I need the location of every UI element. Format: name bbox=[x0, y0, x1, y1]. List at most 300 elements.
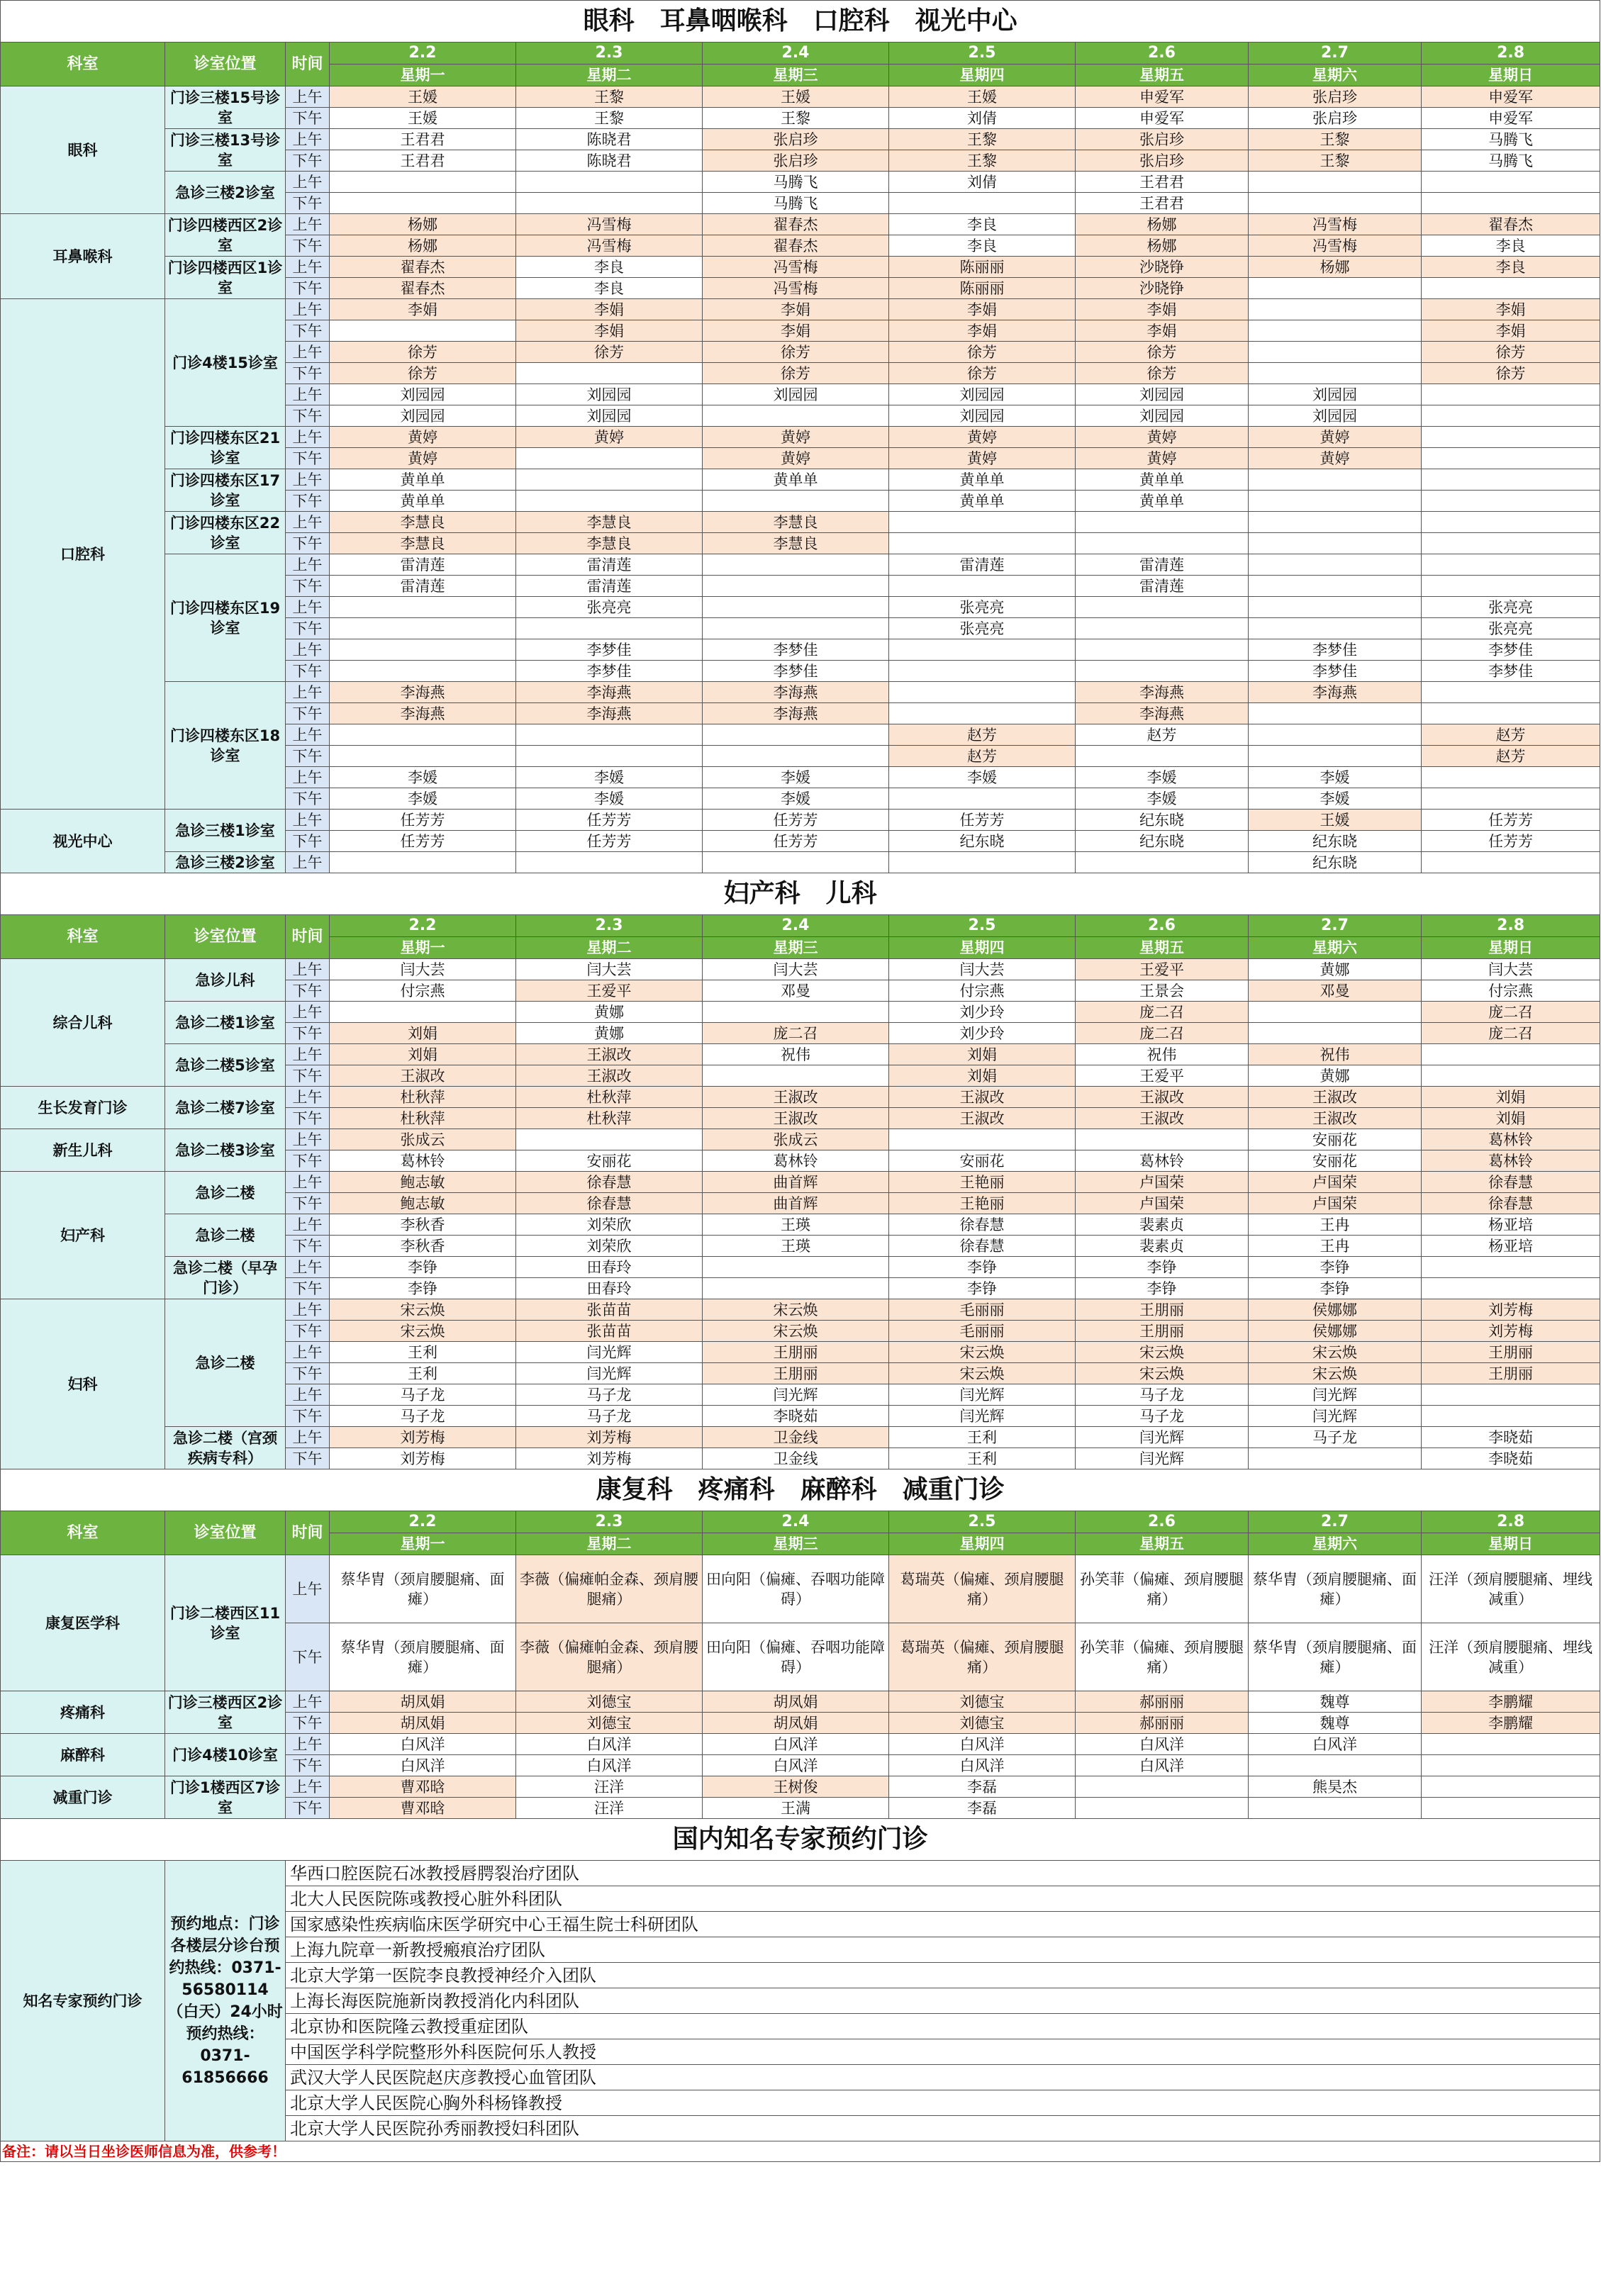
doctor-cell: 王媛 bbox=[703, 86, 889, 108]
doctor-cell: 纪东晓 bbox=[1076, 810, 1249, 831]
doctor-cell: 曲首辉 bbox=[703, 1193, 889, 1214]
doctor-cell: 张启珍 bbox=[1249, 108, 1422, 129]
doctor-cell: 赵芳 bbox=[1422, 724, 1600, 746]
doctor-cell: 李铮 bbox=[1249, 1278, 1422, 1299]
doctor-cell: 闫光辉 bbox=[1249, 1384, 1422, 1406]
time-slot: 上午 bbox=[286, 1384, 330, 1406]
doctor-cell: 田春玲 bbox=[516, 1278, 703, 1299]
expert-team: 北京大学第一医院李良教授神经介入团队 bbox=[286, 1963, 1600, 1988]
time-slot: 下午 bbox=[286, 980, 330, 1002]
room-label: 门诊四楼东区19诊室 bbox=[165, 554, 286, 682]
doctor-cell: 刘园园 bbox=[330, 384, 516, 405]
expert-dept-label: 知名专家预约门诊 bbox=[1, 1861, 165, 2141]
doctor-cell: 魏尊 bbox=[1249, 1713, 1422, 1734]
doctor-cell: 杨亚培 bbox=[1422, 1214, 1600, 1236]
doctor-cell: 纪东晓 bbox=[1249, 831, 1422, 852]
doctor-cell: 任芳芳 bbox=[703, 810, 889, 831]
doctor-cell bbox=[330, 1002, 516, 1023]
doctor-cell bbox=[1076, 852, 1249, 873]
room-label: 门诊4楼10诊室 bbox=[165, 1734, 286, 1776]
header-date: 2.7 bbox=[1249, 915, 1422, 937]
doctor-cell: 白风洋 bbox=[516, 1734, 703, 1755]
doctor-cell: 蔡华胄（颈肩腰腿痛、面瘫） bbox=[1249, 1555, 1422, 1623]
doctor-cell bbox=[1076, 661, 1249, 682]
doctor-cell: 白风洋 bbox=[889, 1755, 1076, 1776]
doctor-cell: 李娟 bbox=[889, 320, 1076, 342]
doctor-cell: 庞二召 bbox=[1422, 1002, 1600, 1023]
doctor-cell: 申爱军 bbox=[1422, 86, 1600, 108]
doctor-cell: 白风洋 bbox=[703, 1734, 889, 1755]
doctor-cell: 杜秋萍 bbox=[516, 1087, 703, 1108]
doctor-cell: 毛丽丽 bbox=[889, 1299, 1076, 1321]
doctor-cell bbox=[889, 512, 1076, 533]
doctor-cell bbox=[516, 746, 703, 767]
doctor-cell bbox=[1249, 469, 1422, 491]
doctor-cell: 翟春杰 bbox=[703, 214, 889, 235]
doctor-cell: 王媛 bbox=[889, 86, 1076, 108]
doctor-cell bbox=[1249, 724, 1422, 746]
doctor-cell: 刘德宝 bbox=[889, 1713, 1076, 1734]
doctor-cell: 李娟 bbox=[889, 299, 1076, 320]
doctor-cell: 徐春慧 bbox=[1422, 1172, 1600, 1193]
doctor-cell: 蔡华胄（颈肩腰腿痛、面瘫） bbox=[330, 1555, 516, 1623]
doctor-cell: 马子龙 bbox=[330, 1406, 516, 1427]
doctor-cell bbox=[516, 852, 703, 873]
doctor-cell: 黄单单 bbox=[889, 469, 1076, 491]
time-slot: 下午 bbox=[286, 533, 330, 554]
doctor-cell: 白风洋 bbox=[889, 1734, 1076, 1755]
doctor-cell: 宋云焕 bbox=[889, 1342, 1076, 1363]
doctor-cell: 王朋丽 bbox=[1076, 1299, 1249, 1321]
expert-team: 北京大学人民医院孙秀丽教授妇科团队 bbox=[286, 2116, 1600, 2141]
doctor-cell bbox=[1249, 1755, 1422, 1776]
doctor-cell: 刘园园 bbox=[516, 405, 703, 427]
doctor-cell bbox=[330, 172, 516, 193]
time-slot: 上午 bbox=[286, 639, 330, 661]
doctor-cell: 李磊 bbox=[889, 1798, 1076, 1819]
doctor-cell: 胡凤娟 bbox=[330, 1713, 516, 1734]
time-slot: 下午 bbox=[286, 150, 330, 172]
doctor-cell bbox=[703, 1257, 889, 1278]
doctor-cell: 庞二召 bbox=[703, 1023, 889, 1044]
doctor-cell: 申爱军 bbox=[1076, 86, 1249, 108]
doctor-cell: 闫光辉 bbox=[1076, 1448, 1249, 1469]
doctor-cell: 黄婷 bbox=[516, 427, 703, 448]
doctor-cell bbox=[1422, 703, 1600, 724]
doctor-cell: 裴素贞 bbox=[1076, 1214, 1249, 1236]
room-label: 门诊四楼东区22诊室 bbox=[165, 512, 286, 554]
doctor-cell: 赵芳 bbox=[1076, 724, 1249, 746]
doctor-cell bbox=[1076, 1129, 1249, 1150]
doctor-cell: 王媛 bbox=[1249, 810, 1422, 831]
doctor-cell: 闫光辉 bbox=[1076, 1427, 1249, 1448]
doctor-cell: 魏尊 bbox=[1249, 1691, 1422, 1713]
doctor-cell: 李晓茹 bbox=[703, 1406, 889, 1427]
doctor-cell: 王利 bbox=[889, 1448, 1076, 1469]
doctor-cell: 卢国荣 bbox=[1249, 1193, 1422, 1214]
doctor-cell: 刘园园 bbox=[1076, 384, 1249, 405]
doctor-cell: 任芳芳 bbox=[1422, 831, 1600, 852]
header-date: 2.6 bbox=[1076, 915, 1249, 937]
doctor-cell: 李良 bbox=[1422, 235, 1600, 257]
doctor-cell bbox=[889, 533, 1076, 554]
doctor-cell: 李慧良 bbox=[330, 533, 516, 554]
doctor-cell: 白风洋 bbox=[1076, 1755, 1249, 1776]
header-date: 2.4 bbox=[703, 1511, 889, 1533]
doctor-cell: 张苗苗 bbox=[516, 1321, 703, 1342]
doctor-cell: 王艳丽 bbox=[889, 1193, 1076, 1214]
header-time: 时间 bbox=[286, 43, 330, 86]
doctor-cell: 王黎 bbox=[516, 86, 703, 108]
doctor-cell: 庞二召 bbox=[1076, 1002, 1249, 1023]
dept-label: 新生儿科 bbox=[1, 1129, 165, 1172]
header-weekday: 星期四 bbox=[889, 65, 1076, 86]
doctor-cell: 李梦佳 bbox=[703, 661, 889, 682]
doctor-cell: 刘园园 bbox=[516, 384, 703, 405]
doctor-cell: 马腾飞 bbox=[703, 193, 889, 214]
doctor-cell bbox=[1249, 597, 1422, 618]
doctor-cell: 张苗苗 bbox=[516, 1299, 703, 1321]
doctor-cell: 李慧良 bbox=[330, 512, 516, 533]
doctor-cell: 王朋丽 bbox=[703, 1363, 889, 1384]
doctor-cell bbox=[516, 193, 703, 214]
doctor-cell: 郝丽丽 bbox=[1076, 1713, 1249, 1734]
doctor-cell bbox=[1422, 554, 1600, 576]
header-weekday: 星期二 bbox=[516, 1533, 703, 1555]
doctor-cell: 田春玲 bbox=[516, 1257, 703, 1278]
header-weekday: 星期三 bbox=[703, 1533, 889, 1555]
doctor-cell: 王淑改 bbox=[703, 1108, 889, 1129]
header-date: 2.8 bbox=[1422, 915, 1600, 937]
time-slot: 下午 bbox=[286, 1798, 330, 1819]
doctor-cell bbox=[330, 746, 516, 767]
doctor-cell: 黄单单 bbox=[889, 491, 1076, 512]
doctor-cell: 任芳芳 bbox=[516, 831, 703, 852]
time-slot: 下午 bbox=[286, 448, 330, 469]
doctor-cell bbox=[889, 661, 1076, 682]
doctor-cell: 李海燕 bbox=[516, 703, 703, 724]
time-slot: 上午 bbox=[286, 299, 330, 320]
expert-team: 上海九院章一新教授瘢痕治疗团队 bbox=[286, 1937, 1600, 1963]
doctor-cell: 黄婷 bbox=[1249, 448, 1422, 469]
doctor-cell: 祝伟 bbox=[1076, 1044, 1249, 1065]
doctor-cell: 李娟 bbox=[703, 299, 889, 320]
header-date: 2.2 bbox=[330, 43, 516, 65]
doctor-cell bbox=[1422, 1776, 1600, 1798]
doctor-cell: 黄婷 bbox=[1076, 427, 1249, 448]
doctor-cell bbox=[1249, 746, 1422, 767]
doctor-cell: 雷清莲 bbox=[330, 554, 516, 576]
doctor-cell: 田向阳（偏瘫、吞咽功能障碍） bbox=[703, 1623, 889, 1691]
doctor-cell: 王黎 bbox=[516, 108, 703, 129]
time-slot: 下午 bbox=[286, 831, 330, 852]
room-label: 门诊三楼13号诊室 bbox=[165, 129, 286, 172]
time-slot: 上午 bbox=[286, 554, 330, 576]
doctor-cell: 王君君 bbox=[1076, 193, 1249, 214]
doctor-cell: 王满 bbox=[703, 1798, 889, 1819]
doctor-cell: 闫大芸 bbox=[1422, 959, 1600, 980]
doctor-cell: 王黎 bbox=[1249, 150, 1422, 172]
doctor-cell: 黄婷 bbox=[703, 427, 889, 448]
room-label: 急诊二楼7诊室 bbox=[165, 1087, 286, 1129]
doctor-cell: 宋云焕 bbox=[1076, 1342, 1249, 1363]
doctor-cell: 张亮亮 bbox=[889, 597, 1076, 618]
time-slot: 上午 bbox=[286, 1427, 330, 1448]
time-slot: 下午 bbox=[286, 1278, 330, 1299]
doctor-cell bbox=[1422, 682, 1600, 703]
doctor-cell bbox=[703, 576, 889, 597]
time-slot: 上午 bbox=[286, 512, 330, 533]
header-weekday: 星期四 bbox=[889, 937, 1076, 959]
doctor-cell: 安丽花 bbox=[1249, 1129, 1422, 1150]
doctor-cell: 李慧良 bbox=[703, 512, 889, 533]
header-date: 2.8 bbox=[1422, 43, 1600, 65]
doctor-cell: 李媛 bbox=[703, 767, 889, 788]
doctor-cell: 冯雪梅 bbox=[1249, 235, 1422, 257]
header-weekday: 星期一 bbox=[330, 65, 516, 86]
doctor-cell bbox=[1076, 512, 1249, 533]
doctor-cell: 胡凤娟 bbox=[330, 1691, 516, 1713]
doctor-cell: 侯娜娜 bbox=[1249, 1321, 1422, 1342]
doctor-cell: 李娟 bbox=[330, 299, 516, 320]
header-time: 时间 bbox=[286, 1511, 330, 1555]
doctor-cell: 宋云焕 bbox=[330, 1299, 516, 1321]
doctor-cell bbox=[1249, 533, 1422, 554]
doctor-cell: 杜秋萍 bbox=[330, 1087, 516, 1108]
doctor-cell: 李慧良 bbox=[703, 533, 889, 554]
doctor-cell bbox=[1422, 405, 1600, 427]
doctor-cell: 徐芳 bbox=[703, 342, 889, 363]
doctor-cell: 白风洋 bbox=[703, 1755, 889, 1776]
header-room: 诊室位置 bbox=[165, 43, 286, 86]
doctor-cell: 赵芳 bbox=[1422, 746, 1600, 767]
doctor-cell: 陈丽丽 bbox=[889, 278, 1076, 299]
doctor-cell bbox=[703, 852, 889, 873]
section-title: 康复科 疼痛科 麻醉科 减重门诊 bbox=[1, 1469, 1600, 1511]
doctor-cell: 刘娟 bbox=[1422, 1108, 1600, 1129]
doctor-cell: 李媛 bbox=[330, 767, 516, 788]
doctor-cell bbox=[1249, 491, 1422, 512]
doctor-cell: 曹邓晗 bbox=[330, 1776, 516, 1798]
doctor-cell bbox=[703, 746, 889, 767]
doctor-cell: 刘少玲 bbox=[889, 1002, 1076, 1023]
doctor-cell bbox=[1422, 1406, 1600, 1427]
time-slot: 下午 bbox=[286, 788, 330, 810]
time-slot: 上午 bbox=[286, 1129, 330, 1150]
header-date: 2.5 bbox=[889, 915, 1076, 937]
room-label: 急诊三楼2诊室 bbox=[165, 172, 286, 214]
doctor-cell bbox=[889, 852, 1076, 873]
doctor-cell: 李梦佳 bbox=[1422, 639, 1600, 661]
doctor-cell: 刘德宝 bbox=[516, 1691, 703, 1713]
room-label: 急诊二楼1诊室 bbox=[165, 1002, 286, 1044]
doctor-cell: 雷清莲 bbox=[330, 576, 516, 597]
doctor-cell: 葛瑞英（偏瘫、颈肩腰腿痛） bbox=[889, 1555, 1076, 1623]
doctor-cell: 李铮 bbox=[1076, 1257, 1249, 1278]
room-label: 急诊二楼（宫颈疾病专科） bbox=[165, 1427, 286, 1469]
doctor-cell: 刘娟 bbox=[889, 1044, 1076, 1065]
header-date: 2.4 bbox=[703, 43, 889, 65]
time-slot: 上午 bbox=[286, 1172, 330, 1193]
doctor-cell bbox=[1422, 1044, 1600, 1065]
doctor-cell: 徐芳 bbox=[889, 363, 1076, 384]
doctor-cell: 杨娜 bbox=[1249, 257, 1422, 278]
time-slot: 下午 bbox=[286, 491, 330, 512]
doctor-cell bbox=[1422, 193, 1600, 214]
doctor-cell bbox=[1249, 554, 1422, 576]
doctor-cell: 宋云焕 bbox=[1076, 1363, 1249, 1384]
doctor-cell: 安丽花 bbox=[516, 1150, 703, 1172]
time-slot: 上午 bbox=[286, 1044, 330, 1065]
doctor-cell: 李薇（偏瘫帕金森、颈肩腰腿痛） bbox=[516, 1555, 703, 1623]
doctor-cell: 侯娜娜 bbox=[1249, 1299, 1422, 1321]
doctor-cell bbox=[1249, 342, 1422, 363]
dept-label: 口腔科 bbox=[1, 299, 165, 810]
doctor-cell: 李铮 bbox=[889, 1278, 1076, 1299]
room-label: 急诊二楼（早孕门诊） bbox=[165, 1257, 286, 1299]
doctor-cell bbox=[889, 576, 1076, 597]
doctor-cell: 王利 bbox=[330, 1363, 516, 1384]
doctor-cell: 雷清莲 bbox=[1076, 576, 1249, 597]
doctor-cell bbox=[1249, 193, 1422, 214]
doctor-cell: 李娟 bbox=[516, 299, 703, 320]
time-slot: 下午 bbox=[286, 1406, 330, 1427]
doctor-cell: 任芳芳 bbox=[1422, 810, 1600, 831]
doctor-cell: 王黎 bbox=[889, 150, 1076, 172]
doctor-cell: 刘园园 bbox=[1249, 384, 1422, 405]
doctor-cell: 李晓茹 bbox=[1422, 1448, 1600, 1469]
room-label: 门诊四楼东区18诊室 bbox=[165, 682, 286, 810]
doctor-cell bbox=[1076, 597, 1249, 618]
doctor-cell: 任芳芳 bbox=[516, 810, 703, 831]
doctor-cell: 刘德宝 bbox=[516, 1713, 703, 1734]
doctor-cell: 李鹏耀 bbox=[1422, 1691, 1600, 1713]
doctor-cell: 冯雪梅 bbox=[516, 214, 703, 235]
doctor-cell: 胡凤娟 bbox=[703, 1713, 889, 1734]
doctor-cell: 冯雪梅 bbox=[1249, 214, 1422, 235]
doctor-cell: 雷清莲 bbox=[889, 554, 1076, 576]
doctor-cell bbox=[1422, 172, 1600, 193]
doctor-cell: 赵芳 bbox=[889, 746, 1076, 767]
doctor-cell bbox=[889, 1129, 1076, 1150]
doctor-cell: 刘园园 bbox=[703, 384, 889, 405]
time-slot: 上午 bbox=[286, 1555, 330, 1623]
doctor-cell bbox=[1249, 172, 1422, 193]
doctor-cell bbox=[1422, 533, 1600, 554]
doctor-cell bbox=[1422, 1065, 1600, 1087]
doctor-cell: 李娟 bbox=[1422, 299, 1600, 320]
room-label: 门诊三楼15号诊室 bbox=[165, 86, 286, 129]
doctor-cell: 王黎 bbox=[703, 108, 889, 129]
room-label: 急诊二楼 bbox=[165, 1299, 286, 1427]
time-slot: 上午 bbox=[286, 469, 330, 491]
doctor-cell: 张启珍 bbox=[1076, 150, 1249, 172]
doctor-cell: 李铮 bbox=[330, 1278, 516, 1299]
doctor-cell: 邓曼 bbox=[703, 980, 889, 1002]
header-date: 2.7 bbox=[1249, 43, 1422, 65]
doctor-cell: 刘芳梅 bbox=[1422, 1321, 1600, 1342]
doctor-cell: 李海燕 bbox=[1076, 703, 1249, 724]
time-slot: 下午 bbox=[286, 1023, 330, 1044]
time-slot: 上午 bbox=[286, 257, 330, 278]
doctor-cell: 刘倩 bbox=[889, 108, 1076, 129]
doctor-cell bbox=[889, 193, 1076, 214]
expert-team: 北京协和医院隆云教授重症团队 bbox=[286, 2014, 1600, 2039]
doctor-cell bbox=[330, 193, 516, 214]
doctor-cell bbox=[703, 491, 889, 512]
doctor-cell: 杨娜 bbox=[330, 235, 516, 257]
doctor-cell: 李梦佳 bbox=[1422, 661, 1600, 682]
header-weekday: 星期六 bbox=[1249, 1533, 1422, 1555]
doctor-cell: 陈晓君 bbox=[516, 150, 703, 172]
header-weekday: 星期二 bbox=[516, 937, 703, 959]
doctor-cell bbox=[889, 682, 1076, 703]
doctor-cell: 马腾飞 bbox=[1422, 129, 1600, 150]
doctor-cell bbox=[1422, 427, 1600, 448]
doctor-cell: 李海燕 bbox=[516, 682, 703, 703]
doctor-cell: 闫光辉 bbox=[889, 1406, 1076, 1427]
doctor-cell: 宋云焕 bbox=[703, 1299, 889, 1321]
doctor-cell: 黄婷 bbox=[889, 448, 1076, 469]
doctor-cell: 徐芳 bbox=[1422, 342, 1600, 363]
time-slot: 上午 bbox=[286, 810, 330, 831]
room-label: 门诊1楼西区7诊室 bbox=[165, 1776, 286, 1819]
dept-label: 妇科 bbox=[1, 1299, 165, 1469]
doctor-cell: 刘园园 bbox=[1249, 405, 1422, 427]
doctor-cell: 李媛 bbox=[1249, 788, 1422, 810]
doctor-cell: 徐芳 bbox=[1076, 342, 1249, 363]
doctor-cell: 陈晓君 bbox=[516, 129, 703, 150]
doctor-cell bbox=[1422, 1257, 1600, 1278]
doctor-cell: 张亮亮 bbox=[1422, 618, 1600, 639]
doctor-cell: 李娟 bbox=[516, 320, 703, 342]
doctor-cell bbox=[516, 724, 703, 746]
doctor-cell: 杨娜 bbox=[1076, 235, 1249, 257]
time-slot: 上午 bbox=[286, 724, 330, 746]
header-weekday: 星期日 bbox=[1422, 937, 1600, 959]
doctor-cell bbox=[1249, 1002, 1422, 1023]
doctor-cell: 任芳芳 bbox=[330, 810, 516, 831]
doctor-cell: 宋云焕 bbox=[1249, 1342, 1422, 1363]
doctor-cell: 王爱平 bbox=[516, 980, 703, 1002]
expert-team: 武汉大学人民医院赵庆彦教授心血管团队 bbox=[286, 2065, 1600, 2090]
room-label: 急诊三楼1诊室 bbox=[165, 810, 286, 852]
header-date: 2.6 bbox=[1076, 1511, 1249, 1533]
time-slot: 下午 bbox=[286, 1363, 330, 1384]
doctor-cell: 王艳丽 bbox=[889, 1172, 1076, 1193]
doctor-cell: 雷清莲 bbox=[1076, 554, 1249, 576]
doctor-cell: 白风洋 bbox=[516, 1755, 703, 1776]
doctor-cell bbox=[1076, 1776, 1249, 1798]
doctor-cell bbox=[1076, 1798, 1249, 1819]
header-weekday: 星期三 bbox=[703, 65, 889, 86]
doctor-cell bbox=[1249, 363, 1422, 384]
doctor-cell bbox=[889, 703, 1076, 724]
doctor-cell: 纪东晓 bbox=[1076, 831, 1249, 852]
doctor-cell: 徐芳 bbox=[1076, 363, 1249, 384]
time-slot: 下午 bbox=[286, 363, 330, 384]
time-slot: 上午 bbox=[286, 384, 330, 405]
section-title: 妇产科 儿科 bbox=[1, 873, 1600, 915]
doctor-cell: 李秋香 bbox=[330, 1236, 516, 1257]
doctor-cell: 刘少玲 bbox=[889, 1023, 1076, 1044]
doctor-cell: 李薇（偏瘫帕金森、颈肩腰腿痛） bbox=[516, 1623, 703, 1691]
doctor-cell: 翟春杰 bbox=[1422, 214, 1600, 235]
doctor-cell: 宋云焕 bbox=[1249, 1363, 1422, 1384]
doctor-cell: 汪洋 bbox=[516, 1776, 703, 1798]
doctor-cell: 付宗燕 bbox=[889, 980, 1076, 1002]
doctor-cell: 马腾飞 bbox=[1422, 150, 1600, 172]
